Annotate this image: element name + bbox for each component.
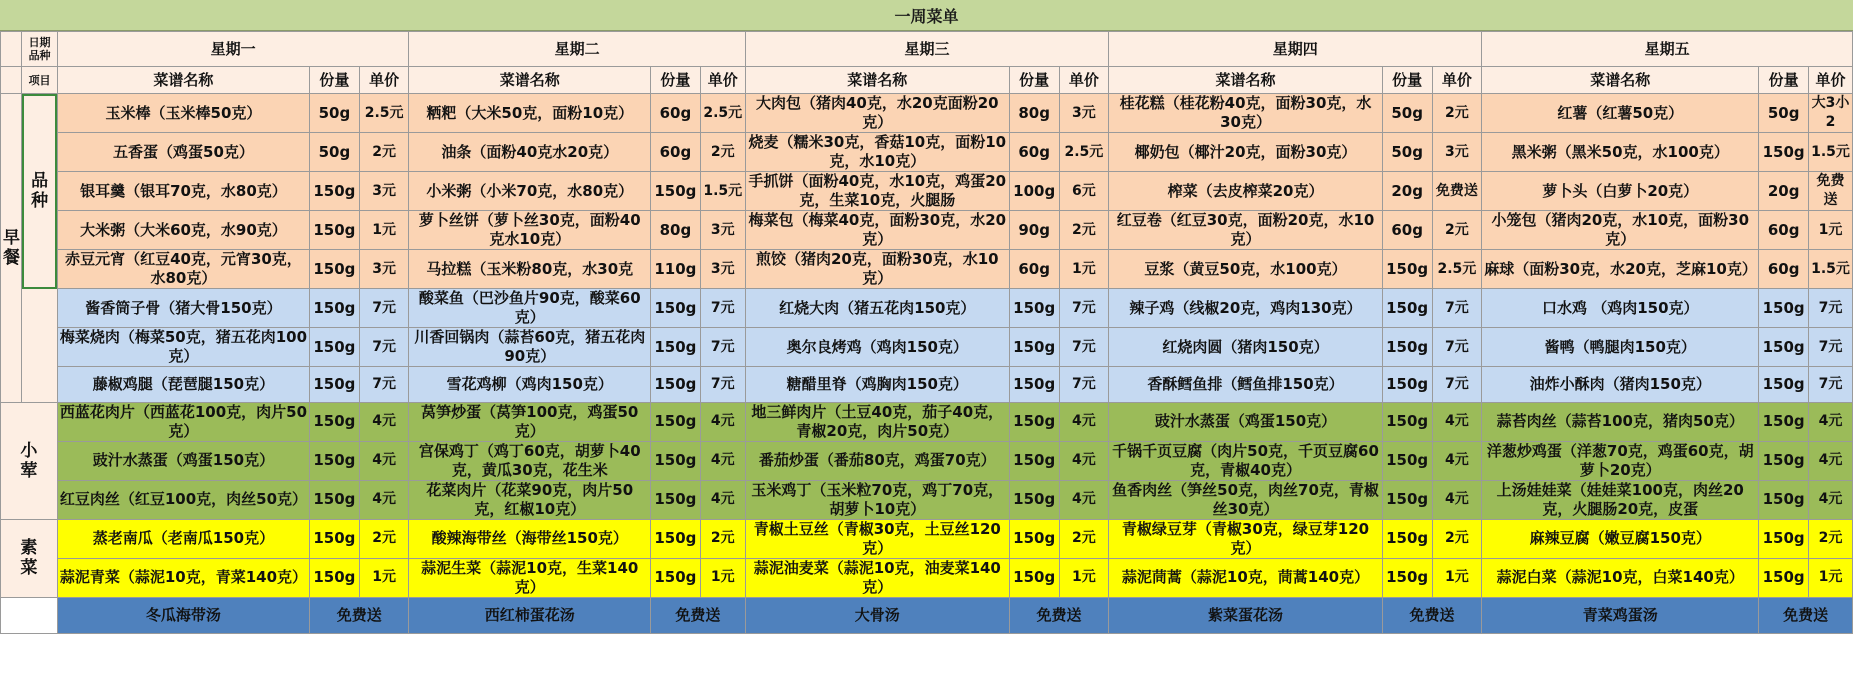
menu-row xyxy=(1,328,1853,367)
dish-name[interactable]: 银耳羹（银耳70克，水80克） xyxy=(57,172,309,211)
menu-row xyxy=(1,289,1853,328)
dish-price[interactable]: 大3小2 xyxy=(1809,94,1853,133)
header-blank xyxy=(1,32,22,67)
dish-portion[interactable]: 60g xyxy=(1759,250,1809,289)
day-header-4: 星期四 xyxy=(1109,32,1482,67)
dish-portion[interactable]: 150g xyxy=(1759,289,1809,328)
col-header-price: 单价 xyxy=(1809,67,1853,94)
dish-portion[interactable]: 150g xyxy=(1009,289,1059,328)
day-header-1: 星期一 xyxy=(57,32,409,67)
dish-portion[interactable]: 110g xyxy=(651,250,701,289)
dish-name[interactable]: 小米粥（小米70克，水80克） xyxy=(409,172,651,211)
dish-name[interactable]: 豉汁水蒸蛋（鸡蛋150克） xyxy=(1109,402,1383,441)
dish-portion[interactable]: 150g xyxy=(1759,402,1809,441)
dish-price[interactable]: 6元 xyxy=(1059,172,1109,211)
dish-price[interactable]: 2.5元 xyxy=(700,94,745,133)
dish-price[interactable]: 4元 xyxy=(700,480,745,519)
dish-portion[interactable]: 150g xyxy=(1382,250,1432,289)
header-blank-2 xyxy=(1,67,22,94)
dish-portion[interactable]: 150g xyxy=(1759,133,1809,172)
dish-portion[interactable]: 150g xyxy=(651,328,701,367)
dish-price[interactable]: 2.5元 xyxy=(1432,250,1482,289)
dish-portion[interactable]: 60g xyxy=(651,133,701,172)
dish-portion[interactable]: 150g xyxy=(310,250,360,289)
dish-name[interactable]: 蒜苔肉丝（蒜苔100克，猪肉50克） xyxy=(1482,402,1759,441)
dish-portion[interactable]: 150g xyxy=(1009,328,1059,367)
col-header-portion: 份量 xyxy=(1382,67,1432,94)
meal-label-vegetable: 素 菜 xyxy=(1,519,58,597)
soup-name[interactable]: 大骨汤 xyxy=(745,597,1009,633)
dish-price[interactable]: 3元 xyxy=(359,172,409,211)
dish-price[interactable]: 7元 xyxy=(700,367,745,403)
dish-name[interactable]: 青椒绿豆芽（青椒30克，绿豆芽120克） xyxy=(1109,519,1383,558)
dish-price[interactable]: 免费送 xyxy=(1809,172,1853,211)
dish-price[interactable]: 1元 xyxy=(1809,211,1853,250)
dish-price[interactable]: 3元 xyxy=(359,250,409,289)
col-header-price: 单价 xyxy=(700,67,745,94)
col-header-name: 菜谱名称 xyxy=(745,67,1009,94)
dish-name[interactable]: 蒸老南瓜（老南瓜150克） xyxy=(57,519,309,558)
dish-portion[interactable]: 60g xyxy=(651,94,701,133)
dish-price[interactable]: 7元 xyxy=(359,367,409,403)
dish-portion[interactable]: 150g xyxy=(651,367,701,403)
dish-portion[interactable]: 150g xyxy=(1759,480,1809,519)
dish-portion[interactable]: 150g xyxy=(310,402,360,441)
corner-category-label: 品种 xyxy=(28,49,51,62)
soup-price[interactable]: 免费送 xyxy=(651,597,746,633)
soup-price[interactable]: 免费送 xyxy=(1009,597,1108,633)
dish-portion[interactable]: 150g xyxy=(1382,519,1432,558)
dish-price[interactable]: 1元 xyxy=(359,211,409,250)
col-header-portion: 份量 xyxy=(651,67,701,94)
dish-price[interactable]: 4元 xyxy=(359,480,409,519)
dish-portion[interactable]: 150g xyxy=(1009,367,1059,403)
day-header-2: 星期二 xyxy=(409,32,745,67)
dish-price[interactable]: 免费送 xyxy=(1432,172,1482,211)
dish-name[interactable]: 酸辣海带丝（海带丝150克） xyxy=(409,519,651,558)
soup-price[interactable]: 免费送 xyxy=(1382,597,1481,633)
col-header-name: 菜谱名称 xyxy=(409,67,651,94)
dish-name[interactable]: 辣子鸡（线椒20克，鸡肉130克） xyxy=(1109,289,1383,328)
col-header-price: 单价 xyxy=(1059,67,1109,94)
dish-price[interactable]: 2元 xyxy=(359,133,409,172)
col-header-portion: 份量 xyxy=(1009,67,1059,94)
dish-name[interactable]: 青椒土豆丝（青椒30克，土豆丝120克） xyxy=(745,519,1009,558)
col-header-name: 菜谱名称 xyxy=(1109,67,1383,94)
dish-portion[interactable]: 150g xyxy=(1382,480,1432,519)
dish-price[interactable]: 3元 xyxy=(700,211,745,250)
dish-price[interactable]: 1元 xyxy=(1432,558,1482,597)
dish-name[interactable]: 糖醋里脊（鸡胸肉150克） xyxy=(745,367,1009,403)
menu-row xyxy=(1,211,1853,250)
dish-price[interactable]: 1.5元 xyxy=(700,172,745,211)
day-header-3: 星期三 xyxy=(745,32,1109,67)
dish-price[interactable]: 7元 xyxy=(1809,328,1853,367)
dish-price[interactable]: 1元 xyxy=(359,558,409,597)
dish-name[interactable]: 油条（面粉40克水20克） xyxy=(409,133,651,172)
dish-portion[interactable]: 150g xyxy=(310,558,360,597)
dish-name[interactable]: 蒜泥茼蒿（蒜泥10克，茼蒿140克） xyxy=(1109,558,1383,597)
dish-price[interactable]: 2元 xyxy=(1432,94,1482,133)
dish-name[interactable]: 黑米粥（黑米50克，水100克） xyxy=(1482,133,1759,172)
dish-portion[interactable]: 150g xyxy=(1382,441,1432,480)
dish-price[interactable]: 7元 xyxy=(1059,367,1109,403)
dish-portion[interactable]: 150g xyxy=(310,367,360,403)
dish-name[interactable]: 豆浆（黄豆50克，水100克） xyxy=(1109,250,1383,289)
dish-portion[interactable]: 60g xyxy=(1009,250,1059,289)
dish-portion[interactable]: 150g xyxy=(1759,441,1809,480)
soup-blank xyxy=(1,597,58,633)
dish-price[interactable]: 2元 xyxy=(700,519,745,558)
dish-portion[interactable]: 80g xyxy=(651,211,701,250)
dish-name[interactable]: 玉米鸡丁（玉米粒70克，鸡丁70克，胡萝卜10克） xyxy=(745,480,1009,519)
dish-portion[interactable]: 150g xyxy=(310,519,360,558)
dish-price[interactable]: 7元 xyxy=(1809,367,1853,403)
dish-portion[interactable]: 20g xyxy=(1382,172,1432,211)
dish-portion[interactable]: 60g xyxy=(1759,211,1809,250)
dish-portion[interactable]: 100g xyxy=(1009,172,1059,211)
dish-name[interactable]: 小笼包（猪肉20克，水10克，面粉30克） xyxy=(1482,211,1759,250)
col-header-price: 单价 xyxy=(1432,67,1482,94)
soup-name[interactable]: 青菜鸡蛋汤 xyxy=(1482,597,1759,633)
dish-price[interactable]: 4元 xyxy=(700,441,745,480)
dish-portion[interactable]: 150g xyxy=(1759,367,1809,403)
dish-name[interactable]: 酱香筒子骨（猪大骨150克） xyxy=(57,289,309,328)
dish-portion[interactable]: 50g xyxy=(1759,94,1809,133)
dish-name[interactable]: 雪花鸡柳（鸡肉150克） xyxy=(409,367,651,403)
dish-price[interactable]: 2.5元 xyxy=(1059,133,1109,172)
dish-name[interactable]: 大肉包（猪肉40克，水20克面粉20克） xyxy=(745,94,1009,133)
dish-name[interactable]: 蒜泥青菜（蒜泥10克，青菜140克） xyxy=(57,558,309,597)
breakfast-category-label: 品 种 xyxy=(22,94,58,289)
dish-portion[interactable]: 150g xyxy=(1382,328,1432,367)
dish-price[interactable]: 1元 xyxy=(1809,558,1853,597)
dish-portion[interactable]: 60g xyxy=(1009,133,1059,172)
dish-price[interactable]: 7元 xyxy=(359,289,409,328)
soup-name[interactable]: 西红柿蛋花汤 xyxy=(409,597,651,633)
dish-price[interactable]: 4元 xyxy=(359,441,409,480)
dish-portion[interactable]: 20g xyxy=(1759,172,1809,211)
col-header-portion: 份量 xyxy=(310,67,360,94)
dish-portion[interactable]: 150g xyxy=(651,480,701,519)
dish-portion[interactable]: 150g xyxy=(310,172,360,211)
dish-portion[interactable]: 150g xyxy=(310,328,360,367)
dish-portion[interactable]: 150g xyxy=(1009,558,1059,597)
dish-portion[interactable]: 150g xyxy=(1759,328,1809,367)
dish-portion[interactable]: 50g xyxy=(1382,94,1432,133)
col-header-price: 单价 xyxy=(359,67,409,94)
menu-row xyxy=(1,441,1853,480)
dish-name[interactable]: 宫保鸡丁（鸡丁60克，胡萝卜40克，黄瓜30克，花生米 xyxy=(409,441,651,480)
dish-name[interactable]: 麻辣豆腐（嫩豆腐150克） xyxy=(1482,519,1759,558)
dish-portion[interactable]: 150g xyxy=(1009,519,1059,558)
dish-price[interactable]: 4元 xyxy=(1432,441,1482,480)
col-header-name: 菜谱名称 xyxy=(1482,67,1759,94)
soup-name[interactable]: 冬瓜海带汤 xyxy=(57,597,309,633)
dish-price[interactable]: 1元 xyxy=(1059,558,1109,597)
dish-portion[interactable]: 150g xyxy=(651,172,701,211)
dish-price[interactable]: 2元 xyxy=(1059,519,1109,558)
dish-name[interactable]: 藤椒鸡腿（琵琶腿150克） xyxy=(57,367,309,403)
dish-price[interactable]: 4元 xyxy=(1432,480,1482,519)
dish-name[interactable]: 西蓝花肉片（西蓝花100克，肉片50克） xyxy=(57,402,309,441)
corner-date-label: 日期 xyxy=(28,36,51,49)
dish-portion[interactable]: 50g xyxy=(310,94,360,133)
dish-portion[interactable]: 50g xyxy=(1382,133,1432,172)
dish-portion[interactable]: 80g xyxy=(1009,94,1059,133)
dish-name[interactable]: 萝卜丝饼（萝卜丝30克，面粉40克水10克） xyxy=(409,211,651,250)
dish-price[interactable]: 7元 xyxy=(1809,289,1853,328)
dish-name[interactable]: 萝卜头（白萝卜20克） xyxy=(1482,172,1759,211)
dish-portion[interactable]: 150g xyxy=(310,480,360,519)
dish-price[interactable]: 2.5元 xyxy=(359,94,409,133)
dish-price[interactable]: 4元 xyxy=(1809,402,1853,441)
dish-price[interactable]: 1.5元 xyxy=(1809,133,1853,172)
dish-name[interactable]: 豉汁水蒸蛋（鸡蛋150克） xyxy=(57,441,309,480)
dish-portion[interactable]: 150g xyxy=(651,289,701,328)
dish-portion[interactable]: 150g xyxy=(1009,402,1059,441)
dish-name[interactable]: 粞粑（大米50克，面粉10克） xyxy=(409,94,651,133)
dish-name[interactable]: 奥尔良烤鸡（鸡肉150克） xyxy=(745,328,1009,367)
dish-name[interactable]: 花菜肉片（花菜90克，肉片50克，红椒10克） xyxy=(409,480,651,519)
dish-portion[interactable]: 150g xyxy=(651,558,701,597)
dish-price[interactable]: 3元 xyxy=(700,250,745,289)
dish-portion[interactable]: 50g xyxy=(310,133,360,172)
dish-price[interactable]: 4元 xyxy=(1059,480,1109,519)
dish-name[interactable]: 蒜泥白菜（蒜泥10克，白菜140克） xyxy=(1482,558,1759,597)
dish-price[interactable]: 7元 xyxy=(1059,328,1109,367)
dish-name[interactable]: 烧麦（糯米30克，香菇10克，面粉10克，水10克） xyxy=(745,133,1009,172)
dish-name[interactable]: 酸菜鱼（巴沙鱼片90克，酸菜60克） xyxy=(409,289,651,328)
dish-name[interactable]: 蒜泥生菜（蒜泥10克，生菜140克） xyxy=(409,558,651,597)
menu-row xyxy=(1,367,1853,403)
dish-name[interactable]: 洋葱炒鸡蛋（洋葱70克，鸡蛋60克，胡萝卜20克） xyxy=(1482,441,1759,480)
dish-name[interactable]: 红豆卷（红豆30克，面粉20克，水10克） xyxy=(1109,211,1383,250)
dish-name[interactable]: 红薯（红薯50克） xyxy=(1482,94,1759,133)
dish-portion[interactable]: 150g xyxy=(1009,480,1059,519)
menu-row xyxy=(1,94,1853,133)
corner-label-date-category xyxy=(22,32,58,67)
dish-name[interactable]: 地三鲜肉片（土豆40克，茄子40克，青椒20克，肉片50克） xyxy=(745,402,1009,441)
dish-name[interactable]: 煎饺（猪肉20克，面粉30克，水10克） xyxy=(745,250,1009,289)
dish-price[interactable]: 2元 xyxy=(1432,519,1482,558)
dish-price[interactable]: 3元 xyxy=(1059,94,1109,133)
dish-portion[interactable]: 150g xyxy=(1382,558,1432,597)
dish-name[interactable]: 桂花糕（桂花粉40克，面粉30克，水30克） xyxy=(1109,94,1383,133)
dish-name[interactable]: 油炸小酥肉（猪肉150克） xyxy=(1482,367,1759,403)
dish-name[interactable]: 椰奶包（椰汁20克，面粉30克） xyxy=(1109,133,1383,172)
dish-price[interactable]: 7元 xyxy=(1432,367,1482,403)
dish-portion[interactable]: 150g xyxy=(310,211,360,250)
dish-price[interactable]: 1.5元 xyxy=(1809,250,1853,289)
weekly-menu-table xyxy=(0,31,1853,634)
dish-portion[interactable]: 150g xyxy=(1382,402,1432,441)
dish-price[interactable]: 4元 xyxy=(1059,441,1109,480)
dish-name[interactable]: 马拉糕（玉米粉80克，水30克 xyxy=(409,250,651,289)
dish-name[interactable]: 红烧大肉（猪五花肉150克） xyxy=(745,289,1009,328)
dish-price[interactable]: 2元 xyxy=(1059,211,1109,250)
dish-price[interactable]: 7元 xyxy=(1059,289,1109,328)
dish-portion[interactable]: 90g xyxy=(1009,211,1059,250)
dish-portion[interactable]: 150g xyxy=(310,289,360,328)
dish-portion[interactable]: 150g xyxy=(1009,441,1059,480)
dish-name[interactable]: 榨菜（去皮榨菜20克） xyxy=(1109,172,1383,211)
dish-price[interactable]: 2元 xyxy=(359,519,409,558)
dish-price[interactable]: 4元 xyxy=(700,402,745,441)
soup-price[interactable]: 免费送 xyxy=(310,597,409,633)
dish-name[interactable]: 上汤娃娃菜（娃娃菜100克，肉丝20克，火腿肠20克，皮蛋 xyxy=(1482,480,1759,519)
dish-name[interactable]: 梅菜烧肉（梅菜50克，猪五花肉100克） xyxy=(57,328,309,367)
menu-row xyxy=(1,402,1853,441)
col-header-portion: 份量 xyxy=(1759,67,1809,94)
dish-name[interactable]: 红豆肉丝（红豆100克，肉丝50克） xyxy=(57,480,309,519)
dish-price[interactable]: 2元 xyxy=(700,133,745,172)
dish-portion[interactable]: 150g xyxy=(651,519,701,558)
dish-portion[interactable]: 150g xyxy=(1759,558,1809,597)
col-header-name: 菜谱名称 xyxy=(57,67,309,94)
soup-price[interactable]: 免费送 xyxy=(1759,597,1853,633)
dish-price[interactable]: 4元 xyxy=(359,402,409,441)
dish-name[interactable]: 川香回锅肉（蒜苔60克，猪五花肉90克） xyxy=(409,328,651,367)
menu-row xyxy=(1,250,1853,289)
dish-price[interactable]: 1元 xyxy=(1059,250,1109,289)
menu-row xyxy=(1,133,1853,172)
meal-label-breakfast: 早 餐 xyxy=(1,94,22,403)
dish-name[interactable]: 麻球（面粉30克，水20克，芝麻10克） xyxy=(1482,250,1759,289)
menu-row xyxy=(1,480,1853,519)
dish-name[interactable]: 口水鸡 （鸡肉150克） xyxy=(1482,289,1759,328)
dish-price[interactable]: 4元 xyxy=(1809,441,1853,480)
dish-name[interactable]: 赤豆元宵（红豆40克，元宵30克，水80克） xyxy=(57,250,309,289)
dish-name[interactable]: 鱼香肉丝（笋丝50克，肉丝70克，青椒丝30克） xyxy=(1109,480,1383,519)
dish-name[interactable]: 梅菜包（梅菜40克，面粉30克，水20克） xyxy=(745,211,1009,250)
dish-price[interactable]: 4元 xyxy=(1059,402,1109,441)
menu-row xyxy=(1,172,1853,211)
meal-label-small-meat: 小 荤 xyxy=(1,402,58,519)
dish-name[interactable]: 五香蛋（鸡蛋50克） xyxy=(57,133,309,172)
dish-portion[interactable]: 150g xyxy=(651,402,701,441)
dish-price[interactable]: 7元 xyxy=(359,328,409,367)
dish-portion[interactable]: 150g xyxy=(1759,519,1809,558)
dish-name[interactable]: 番茄炒蛋（番茄80克，鸡蛋70克） xyxy=(745,441,1009,480)
dish-portion[interactable]: 150g xyxy=(1382,289,1432,328)
breakfast-meat-blank xyxy=(22,289,58,403)
dish-name[interactable]: 酱鸭（鸭腿肉150克） xyxy=(1482,328,1759,367)
menu-row xyxy=(1,519,1853,558)
soup-row xyxy=(1,597,1853,633)
dish-name[interactable]: 蒜泥油麦菜（蒜泥10克，油麦菜140克） xyxy=(745,558,1009,597)
dish-name[interactable]: 手抓饼（面粉40克，水10克，鸡蛋20克，生菜10克，火腿肠 xyxy=(745,172,1009,211)
dish-name[interactable]: 红烧肉圆（猪肉150克） xyxy=(1109,328,1383,367)
dish-portion[interactable]: 60g xyxy=(1382,211,1432,250)
dish-price[interactable]: 2元 xyxy=(1432,211,1482,250)
dish-price[interactable]: 7元 xyxy=(700,289,745,328)
soup-name[interactable]: 紫菜蛋花汤 xyxy=(1109,597,1383,633)
dish-name[interactable]: 千锅千页豆腐（肉片50克，千页豆腐60克，青椒40克） xyxy=(1109,441,1383,480)
dish-price[interactable]: 3元 xyxy=(1432,133,1482,172)
corner-item-label: 项目 xyxy=(22,67,58,94)
menu-row xyxy=(1,558,1853,597)
dish-price[interactable]: 7元 xyxy=(1432,328,1482,367)
dish-name[interactable]: 玉米棒（玉米棒50克） xyxy=(57,94,309,133)
dish-portion[interactable]: 150g xyxy=(651,441,701,480)
dish-portion[interactable]: 150g xyxy=(310,441,360,480)
dish-price[interactable]: 4元 xyxy=(1432,402,1482,441)
dish-price[interactable]: 7元 xyxy=(1432,289,1482,328)
dish-price[interactable]: 1元 xyxy=(700,558,745,597)
sheet-title: 一周菜单 xyxy=(0,0,1853,31)
dish-price[interactable]: 2元 xyxy=(1809,519,1853,558)
dish-price[interactable]: 4元 xyxy=(1809,480,1853,519)
day-header-5: 星期五 xyxy=(1482,32,1853,67)
dish-portion[interactable]: 150g xyxy=(1382,367,1432,403)
dish-name[interactable]: 香酥鳕鱼排（鳕鱼排150克） xyxy=(1109,367,1383,403)
dish-price[interactable]: 7元 xyxy=(700,328,745,367)
dish-name[interactable]: 莴笋炒蛋（莴笋100克，鸡蛋50克） xyxy=(409,402,651,441)
dish-name[interactable]: 大米粥（大米60克，水90克） xyxy=(57,211,309,250)
